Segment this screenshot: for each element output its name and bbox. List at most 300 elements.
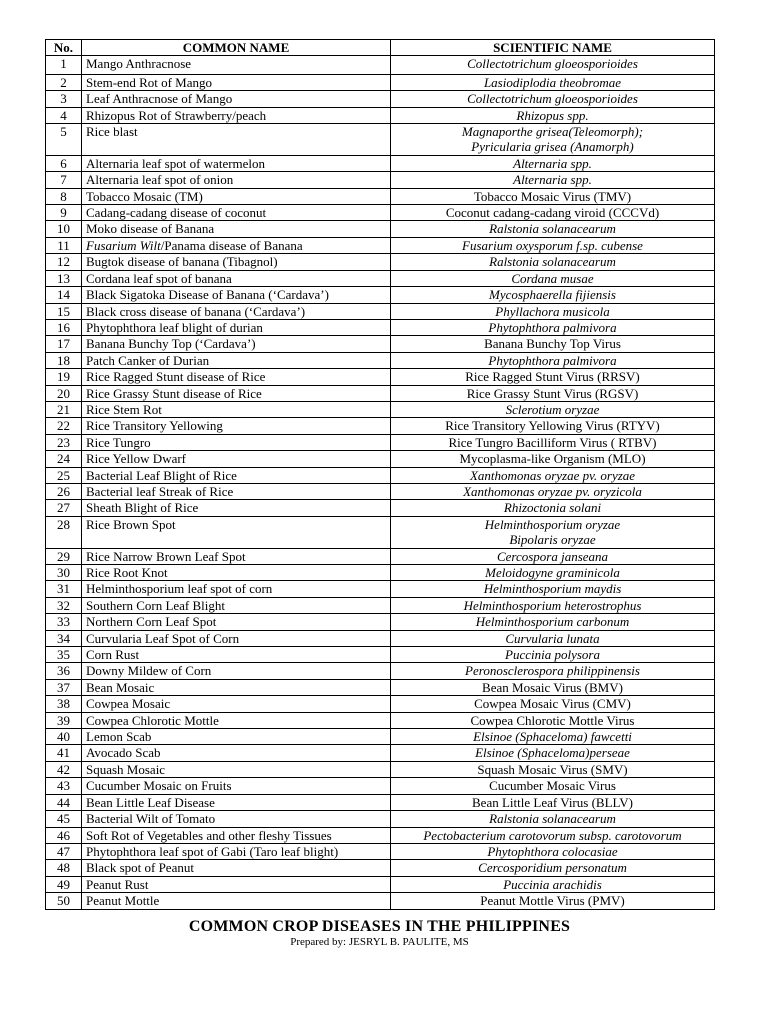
table-row — [46, 811, 715, 827]
common-name-text: Bugtok disease of banana (Tibagnol) — [86, 254, 278, 270]
scientific-name-cell — [391, 107, 715, 123]
row-number: 37 — [46, 679, 82, 695]
table-row — [46, 778, 715, 794]
common-name-text: Phytophthora leaf spot of Gabi (Taro leaf blight) — [86, 843, 339, 859]
scientific-name-cell — [391, 876, 715, 892]
common-name-cell — [82, 188, 391, 204]
common-name-cell — [82, 237, 391, 253]
common-name-text: Black cross disease of banana (‘Cardava’) — [86, 303, 306, 319]
row-number: 14 — [46, 287, 82, 303]
scientific-name-cell — [391, 56, 715, 74]
common-name-text: Rice Brown Spot — [86, 516, 176, 532]
scientific-name-text: Ralstonia solanacearum — [489, 221, 616, 237]
common-name-cell — [82, 270, 391, 286]
common-name-cell — [82, 483, 391, 499]
header-common-name: COMMON NAME — [82, 40, 391, 56]
table-row — [46, 565, 715, 581]
table-row — [46, 647, 715, 663]
scientific-name-cell — [391, 548, 715, 564]
scientific-name-text: Puccinia polysora — [505, 647, 600, 663]
common-name-text: Rice Root Knot — [86, 565, 168, 580]
scientific-name-cell — [391, 434, 715, 450]
common-name-text: Lemon Scab — [86, 729, 152, 745]
common-name-cell — [82, 172, 391, 188]
document-subtitle: Prepared by: JESRYL B. PAULITE, MS — [290, 935, 469, 948]
common-name-cell — [82, 155, 391, 171]
common-name-text: Corn Rust — [86, 647, 140, 663]
scientific-name-text: Phytophthora palmivora — [488, 352, 617, 368]
row-number: 30 — [46, 565, 82, 581]
row-number: 27 — [46, 500, 82, 516]
scientific-name-text: Peronosclerospora philippinensis — [465, 663, 640, 679]
common-name-text: Rice Stem Rot — [86, 401, 162, 417]
common-name-text: Cucumber Mosaic on Fruits — [86, 778, 232, 794]
common-name-cell — [82, 467, 391, 483]
row-number: 23 — [46, 434, 82, 450]
scientific-name-cell — [391, 500, 715, 516]
scientific-name-text: Elsinoe (Sphaceloma)perseae — [475, 745, 630, 761]
scientific-name-text: Cercosporidium personatum — [478, 860, 627, 876]
scientific-name-text: Coconut cadang-cadang viroid (CCCVd) — [445, 205, 660, 221]
row-number: 42 — [46, 761, 82, 777]
common-name-cell — [82, 565, 391, 581]
common-name-cell — [82, 581, 391, 597]
header-scientific-name: SCIENTIFIC NAME — [391, 40, 715, 56]
row-number: 2 — [46, 74, 82, 90]
scientific-name-cell — [391, 352, 715, 368]
row-number: 4 — [46, 107, 82, 123]
scientific-name-cell — [391, 893, 715, 909]
common-name-cell — [82, 679, 391, 695]
scientific-name-cell — [391, 745, 715, 761]
common-name-text: Leaf Anthracnose of Mango — [86, 91, 233, 107]
common-name-text: Rice Grassy Stunt disease of Rice — [86, 385, 262, 401]
table-row — [46, 696, 715, 712]
table-row — [46, 581, 715, 597]
common-name-text: Cowpea Chlorotic Mottle — [86, 712, 219, 728]
scientific-name-text: Helminthosporium heterostrophus — [463, 597, 642, 613]
scientific-name-cell — [391, 205, 715, 221]
scientific-name-cell — [391, 91, 715, 107]
row-number: 26 — [46, 483, 82, 499]
row-number: 38 — [46, 696, 82, 712]
scientific-name-cell — [391, 647, 715, 663]
row-number: 50 — [46, 893, 82, 909]
row-number: 16 — [46, 319, 82, 335]
common-name-cell — [82, 451, 391, 467]
scientific-name-cell — [391, 336, 715, 352]
table-row — [46, 74, 715, 90]
scientific-name-cell — [391, 74, 715, 90]
scientific-name-cell — [391, 696, 715, 712]
scientific-name-text: Helminthosporium maydis — [483, 581, 622, 597]
common-name-cell — [82, 696, 391, 712]
scientific-name-text: Rice Grassy Stunt Virus (RGSV) — [466, 385, 639, 401]
common-name-text: Rice Ragged Stunt disease of Rice — [86, 369, 266, 385]
common-name-text: Stem-end Rot of Mango — [86, 74, 213, 90]
row-number: 40 — [46, 729, 82, 745]
common-name-text: Tobacco Mosaic (TM) — [86, 188, 203, 204]
scientific-name-cell — [391, 827, 715, 843]
common-name-cell — [82, 352, 391, 368]
scientific-name-text: Rice Ragged Stunt Virus (RRSV) — [465, 369, 640, 385]
scientific-name-text: Tobacco Mosaic Virus (TMV) — [473, 188, 632, 204]
common-name-text: Soft Rot of Vegetables and other fleshy Tissues — [86, 827, 332, 843]
scientific-name-text: Cowpea Mosaic Virus (CMV) — [474, 696, 631, 712]
table-row — [46, 761, 715, 777]
row-number: 47 — [46, 843, 82, 859]
common-name-cell — [82, 124, 391, 156]
scientific-name-cell — [391, 679, 715, 695]
table-row — [46, 827, 715, 843]
row-number: 18 — [46, 352, 82, 368]
common-name-cell — [82, 647, 391, 663]
common-name-text: Banana Bunchy Top (‘Cardava’) — [86, 336, 256, 352]
table-row — [46, 254, 715, 270]
common-name-cell — [82, 745, 391, 761]
common-name-text: Bacterial Wilt of Tomato — [86, 811, 216, 827]
row-number: 11 — [46, 237, 82, 253]
row-number: 35 — [46, 647, 82, 663]
scientific-name-cell — [391, 843, 715, 859]
scientific-name-cell — [391, 237, 715, 253]
row-number: 19 — [46, 369, 82, 385]
table-row — [46, 876, 715, 892]
common-name-cell — [82, 418, 391, 434]
row-number: 29 — [46, 548, 82, 564]
table-row — [46, 451, 715, 467]
row-number: 34 — [46, 630, 82, 646]
common-name-cell — [82, 303, 391, 319]
scientific-name-cell — [391, 418, 715, 434]
common-name-text: Black spot of Peanut — [86, 860, 194, 876]
table-row — [46, 155, 715, 171]
scientific-name-text: Puccinia arachidis — [503, 876, 602, 892]
scientific-name-cell — [391, 581, 715, 597]
scientific-name-text: Cercospora janseana — [496, 548, 609, 564]
common-name-cell — [82, 401, 391, 417]
common-name-text: Alternaria leaf spot of onion — [86, 172, 234, 188]
table-row — [46, 614, 715, 630]
common-name-cell — [82, 287, 391, 303]
table-row — [46, 500, 715, 516]
table-row — [46, 401, 715, 417]
scientific-name-text: Mycoplasma-like Organism (MLO) — [459, 451, 646, 467]
common-name-cell — [82, 91, 391, 107]
scientific-name-text: Helminthosporium carbonum — [475, 614, 630, 630]
scientific-name-text: Lasiodiplodia theobromae — [483, 74, 622, 90]
scientific-name-cell — [391, 483, 715, 499]
row-number: 3 — [46, 91, 82, 107]
scientific-name-text: Ralstonia solanacearum — [489, 254, 616, 270]
row-number: 21 — [46, 401, 82, 417]
common-name-cell — [82, 712, 391, 728]
scientific-name-cell — [391, 188, 715, 204]
scientific-name-cell — [391, 254, 715, 270]
common-name-italic: Fusarium Wilt — [86, 237, 161, 253]
common-name-text: Cordana leaf spot of banana — [86, 270, 232, 286]
common-name-cell — [82, 860, 391, 876]
common-name-cell — [82, 74, 391, 90]
scientific-name-cell — [391, 614, 715, 630]
table-row — [46, 843, 715, 859]
row-number: 17 — [46, 336, 82, 352]
table-row — [46, 270, 715, 286]
scientific-name-cell — [391, 124, 715, 156]
common-name-cell — [82, 56, 391, 74]
scientific-name-text: Pectobacterium carotovorum subsp. carotovorum — [423, 827, 682, 843]
common-name-text: Peanut Mottle — [86, 893, 160, 909]
common-name-cell — [82, 614, 391, 630]
row-number: 48 — [46, 860, 82, 876]
common-name-text: Cowpea Mosaic — [86, 696, 171, 712]
scientific-name-cell — [391, 630, 715, 646]
common-name-text: Black Sigatoka Disease of Banana (‘Cardava’) — [86, 287, 329, 303]
common-name-cell — [82, 548, 391, 564]
table-row — [46, 172, 715, 188]
scientific-name-cell — [391, 401, 715, 417]
diseases-table — [45, 39, 715, 910]
scientific-name-cell — [391, 287, 715, 303]
table-row — [46, 860, 715, 876]
common-name-text: Southern Corn Leaf Blight — [86, 597, 226, 613]
row-number: 13 — [46, 270, 82, 286]
common-name-text: Downy Mildew of Corn — [86, 663, 212, 679]
common-name-cell — [82, 336, 391, 352]
scientific-name-cell — [391, 516, 715, 548]
scientific-name-cell — [391, 860, 715, 876]
row-number: 1 — [46, 56, 82, 74]
scientific-name-text: Peanut Mottle Virus (PMV) — [480, 893, 625, 909]
scientific-name-text: Banana Bunchy Top Virus — [484, 336, 621, 352]
scientific-name-text: Mycosphaerella fijiensis — [489, 287, 616, 303]
common-name-cell — [82, 778, 391, 794]
common-name-cell — [82, 205, 391, 221]
common-name-text: /Panama disease of Banana — [160, 237, 303, 253]
table-row — [46, 597, 715, 613]
common-name-text: Peanut Rust — [86, 876, 149, 892]
table-row — [46, 385, 715, 401]
row-number: 5 — [46, 124, 82, 156]
row-number: 12 — [46, 254, 82, 270]
scientific-name-text: Phyllachora musicola — [495, 303, 610, 319]
table-row — [46, 679, 715, 695]
scientific-name-cell — [391, 565, 715, 581]
scientific-name-cell — [391, 729, 715, 745]
table-row — [46, 287, 715, 303]
document-page — [45, 39, 714, 949]
common-name-text: Avocado Scab — [86, 745, 161, 761]
row-number: 49 — [46, 876, 82, 892]
common-name-text: Alternaria leaf spot of watermelon — [86, 155, 266, 171]
row-number: 28 — [46, 516, 82, 548]
row-number: 44 — [46, 794, 82, 810]
table-body — [46, 56, 715, 909]
table-row — [46, 205, 715, 221]
common-name-cell — [82, 827, 391, 843]
table-row — [46, 745, 715, 761]
row-number: 43 — [46, 778, 82, 794]
common-name-text: Bacterial leaf Streak of Rice — [86, 483, 234, 499]
document-title: COMMON CROP DISEASES IN THE PHILIPPINES — [188, 917, 571, 935]
scientific-name-text: Meloidogyne graminicola — [485, 565, 620, 580]
row-number: 22 — [46, 418, 82, 434]
scientific-name-cell — [391, 778, 715, 794]
common-name-text: Rice Tungro — [86, 434, 151, 450]
table-row — [46, 434, 715, 450]
table-row — [46, 483, 715, 499]
table-row — [46, 712, 715, 728]
common-name-cell — [82, 811, 391, 827]
table-row — [46, 319, 715, 335]
common-name-cell — [82, 876, 391, 892]
common-name-text: Phytophthora leaf blight of durian — [86, 319, 263, 335]
scientific-name-text: Fusarium oxysporum f.sp. cubense — [462, 237, 643, 253]
scientific-name-text: Rhizopus spp. — [516, 107, 589, 123]
scientific-name-text: Rice Tungro Bacilliform Virus ( RTBV) — [448, 434, 657, 450]
scientific-name-text: Cucumber Mosaic Virus — [489, 778, 616, 794]
scientific-name-text: Helminthosporium oryzae — [484, 516, 621, 532]
table-row — [46, 369, 715, 385]
row-number: 15 — [46, 303, 82, 319]
scientific-name-text: Alternaria spp. — [513, 172, 592, 188]
common-name-text: Rice blast — [86, 124, 138, 140]
row-number: 8 — [46, 188, 82, 204]
scientific-name-text: Sclerotium oryzae — [505, 401, 600, 417]
scientific-name-cell — [391, 467, 715, 483]
common-name-text: Rice Transitory Yellowing — [86, 418, 223, 434]
common-name-cell — [82, 319, 391, 335]
scientific-name-cell — [391, 303, 715, 319]
scientific-name-text: Collectotrichum gloeosporioides — [467, 56, 638, 72]
common-name-text: Helminthosporium leaf spot of corn — [86, 581, 273, 597]
common-name-cell — [82, 369, 391, 385]
table-row — [46, 630, 715, 646]
common-name-cell — [82, 434, 391, 450]
common-name-text: Rice Yellow Dwarf — [86, 451, 187, 467]
scientific-name-cell — [391, 712, 715, 728]
table-row — [46, 221, 715, 237]
row-number: 6 — [46, 155, 82, 171]
common-name-cell — [82, 385, 391, 401]
table-row — [46, 303, 715, 319]
common-name-text: Curvularia Leaf Spot of Corn — [86, 630, 240, 646]
scientific-name-text: Bean Little Leaf Virus (BLLV) — [472, 794, 633, 810]
common-name-cell — [82, 500, 391, 516]
common-name-cell — [82, 221, 391, 237]
table-row — [46, 418, 715, 434]
row-number: 7 — [46, 172, 82, 188]
table-row — [46, 124, 715, 156]
scientific-name-text: Phytophthora colocasiae — [487, 843, 618, 859]
common-name-text: Rhizopus Rot of Strawberry/peach — [86, 107, 267, 123]
common-name-cell — [82, 761, 391, 777]
common-name-text: Cadang-cadang disease of coconut — [86, 205, 267, 221]
common-name-cell — [82, 729, 391, 745]
table-row — [46, 188, 715, 204]
common-name-cell — [82, 107, 391, 123]
row-number: 45 — [46, 811, 82, 827]
row-number: 39 — [46, 712, 82, 728]
scientific-name-cell — [391, 172, 715, 188]
row-number: 46 — [46, 827, 82, 843]
scientific-name-text: Rhizoctonia solani — [503, 500, 602, 516]
scientific-name-text: Squash Mosaic Virus (SMV) — [477, 761, 628, 777]
row-number: 41 — [46, 745, 82, 761]
scientific-name-cell — [391, 794, 715, 810]
table-row — [46, 237, 715, 253]
table-row — [46, 336, 715, 352]
common-name-text: Sheath Blight of Rice — [86, 500, 199, 516]
scientific-name-text-line2: Bipolaris oryzae — [509, 532, 596, 548]
table-row — [46, 91, 715, 107]
common-name-cell — [82, 663, 391, 679]
table-row — [46, 548, 715, 564]
table-row — [46, 56, 715, 74]
common-name-text: Bacterial Leaf Blight of Rice — [86, 467, 237, 483]
scientific-name-cell — [391, 369, 715, 385]
scientific-name-cell — [391, 451, 715, 467]
scientific-name-text: Alternaria spp. — [513, 155, 592, 171]
scientific-name-cell — [391, 319, 715, 335]
scientific-name-text: Ralstonia solanacearum — [489, 811, 616, 827]
common-name-cell — [82, 893, 391, 909]
common-name-cell — [82, 630, 391, 646]
scientific-name-text: Rice Transitory Yellowing Virus (RTYV) — [445, 418, 660, 434]
common-name-text: Northern Corn Leaf Spot — [86, 614, 217, 630]
common-name-text: Mango Anthracnose — [86, 56, 192, 72]
scientific-name-text: Bean Mosaic Virus (BMV) — [482, 679, 623, 695]
row-number: 24 — [46, 451, 82, 467]
scientific-name-text: Curvularia lunata — [505, 630, 600, 646]
row-number: 32 — [46, 597, 82, 613]
table-row — [46, 794, 715, 810]
scientific-name-text: Collectotrichum gloeosporioides — [467, 91, 638, 107]
common-name-cell — [82, 597, 391, 613]
scientific-name-cell — [391, 270, 715, 286]
common-name-text: Squash Mosaic — [86, 761, 166, 777]
scientific-name-text: Elsinoe (Sphaceloma) fawcetti — [473, 729, 632, 745]
row-number: 33 — [46, 614, 82, 630]
scientific-name-text: Phytophthora palmivora — [488, 319, 617, 335]
common-name-text: Bean Little Leaf Disease — [86, 794, 215, 810]
header-no: No. — [46, 40, 82, 56]
scientific-name-cell — [391, 663, 715, 679]
row-number: 36 — [46, 663, 82, 679]
row-number: 31 — [46, 581, 82, 597]
common-name-cell — [82, 254, 391, 270]
table-row — [46, 729, 715, 745]
common-name-text: Moko disease of Banana — [86, 221, 215, 237]
row-number: 10 — [46, 221, 82, 237]
common-name-text: Rice Narrow Brown Leaf Spot — [86, 548, 246, 564]
scientific-name-text: Magnaporthe grisea(Teleomorph); — [461, 124, 644, 140]
table-row — [46, 467, 715, 483]
table-row — [46, 107, 715, 123]
scientific-name-cell — [391, 221, 715, 237]
table-row — [46, 893, 715, 909]
scientific-name-cell — [391, 385, 715, 401]
scientific-name-cell — [391, 811, 715, 827]
scientific-name-text: Cordana musae — [511, 270, 594, 286]
common-name-text: Bean Mosaic — [86, 679, 155, 695]
row-number: 20 — [46, 385, 82, 401]
row-number: 25 — [46, 467, 82, 483]
common-name-cell — [82, 843, 391, 859]
scientific-name-cell — [391, 155, 715, 171]
common-name-cell — [82, 794, 391, 810]
common-name-cell — [82, 516, 391, 548]
